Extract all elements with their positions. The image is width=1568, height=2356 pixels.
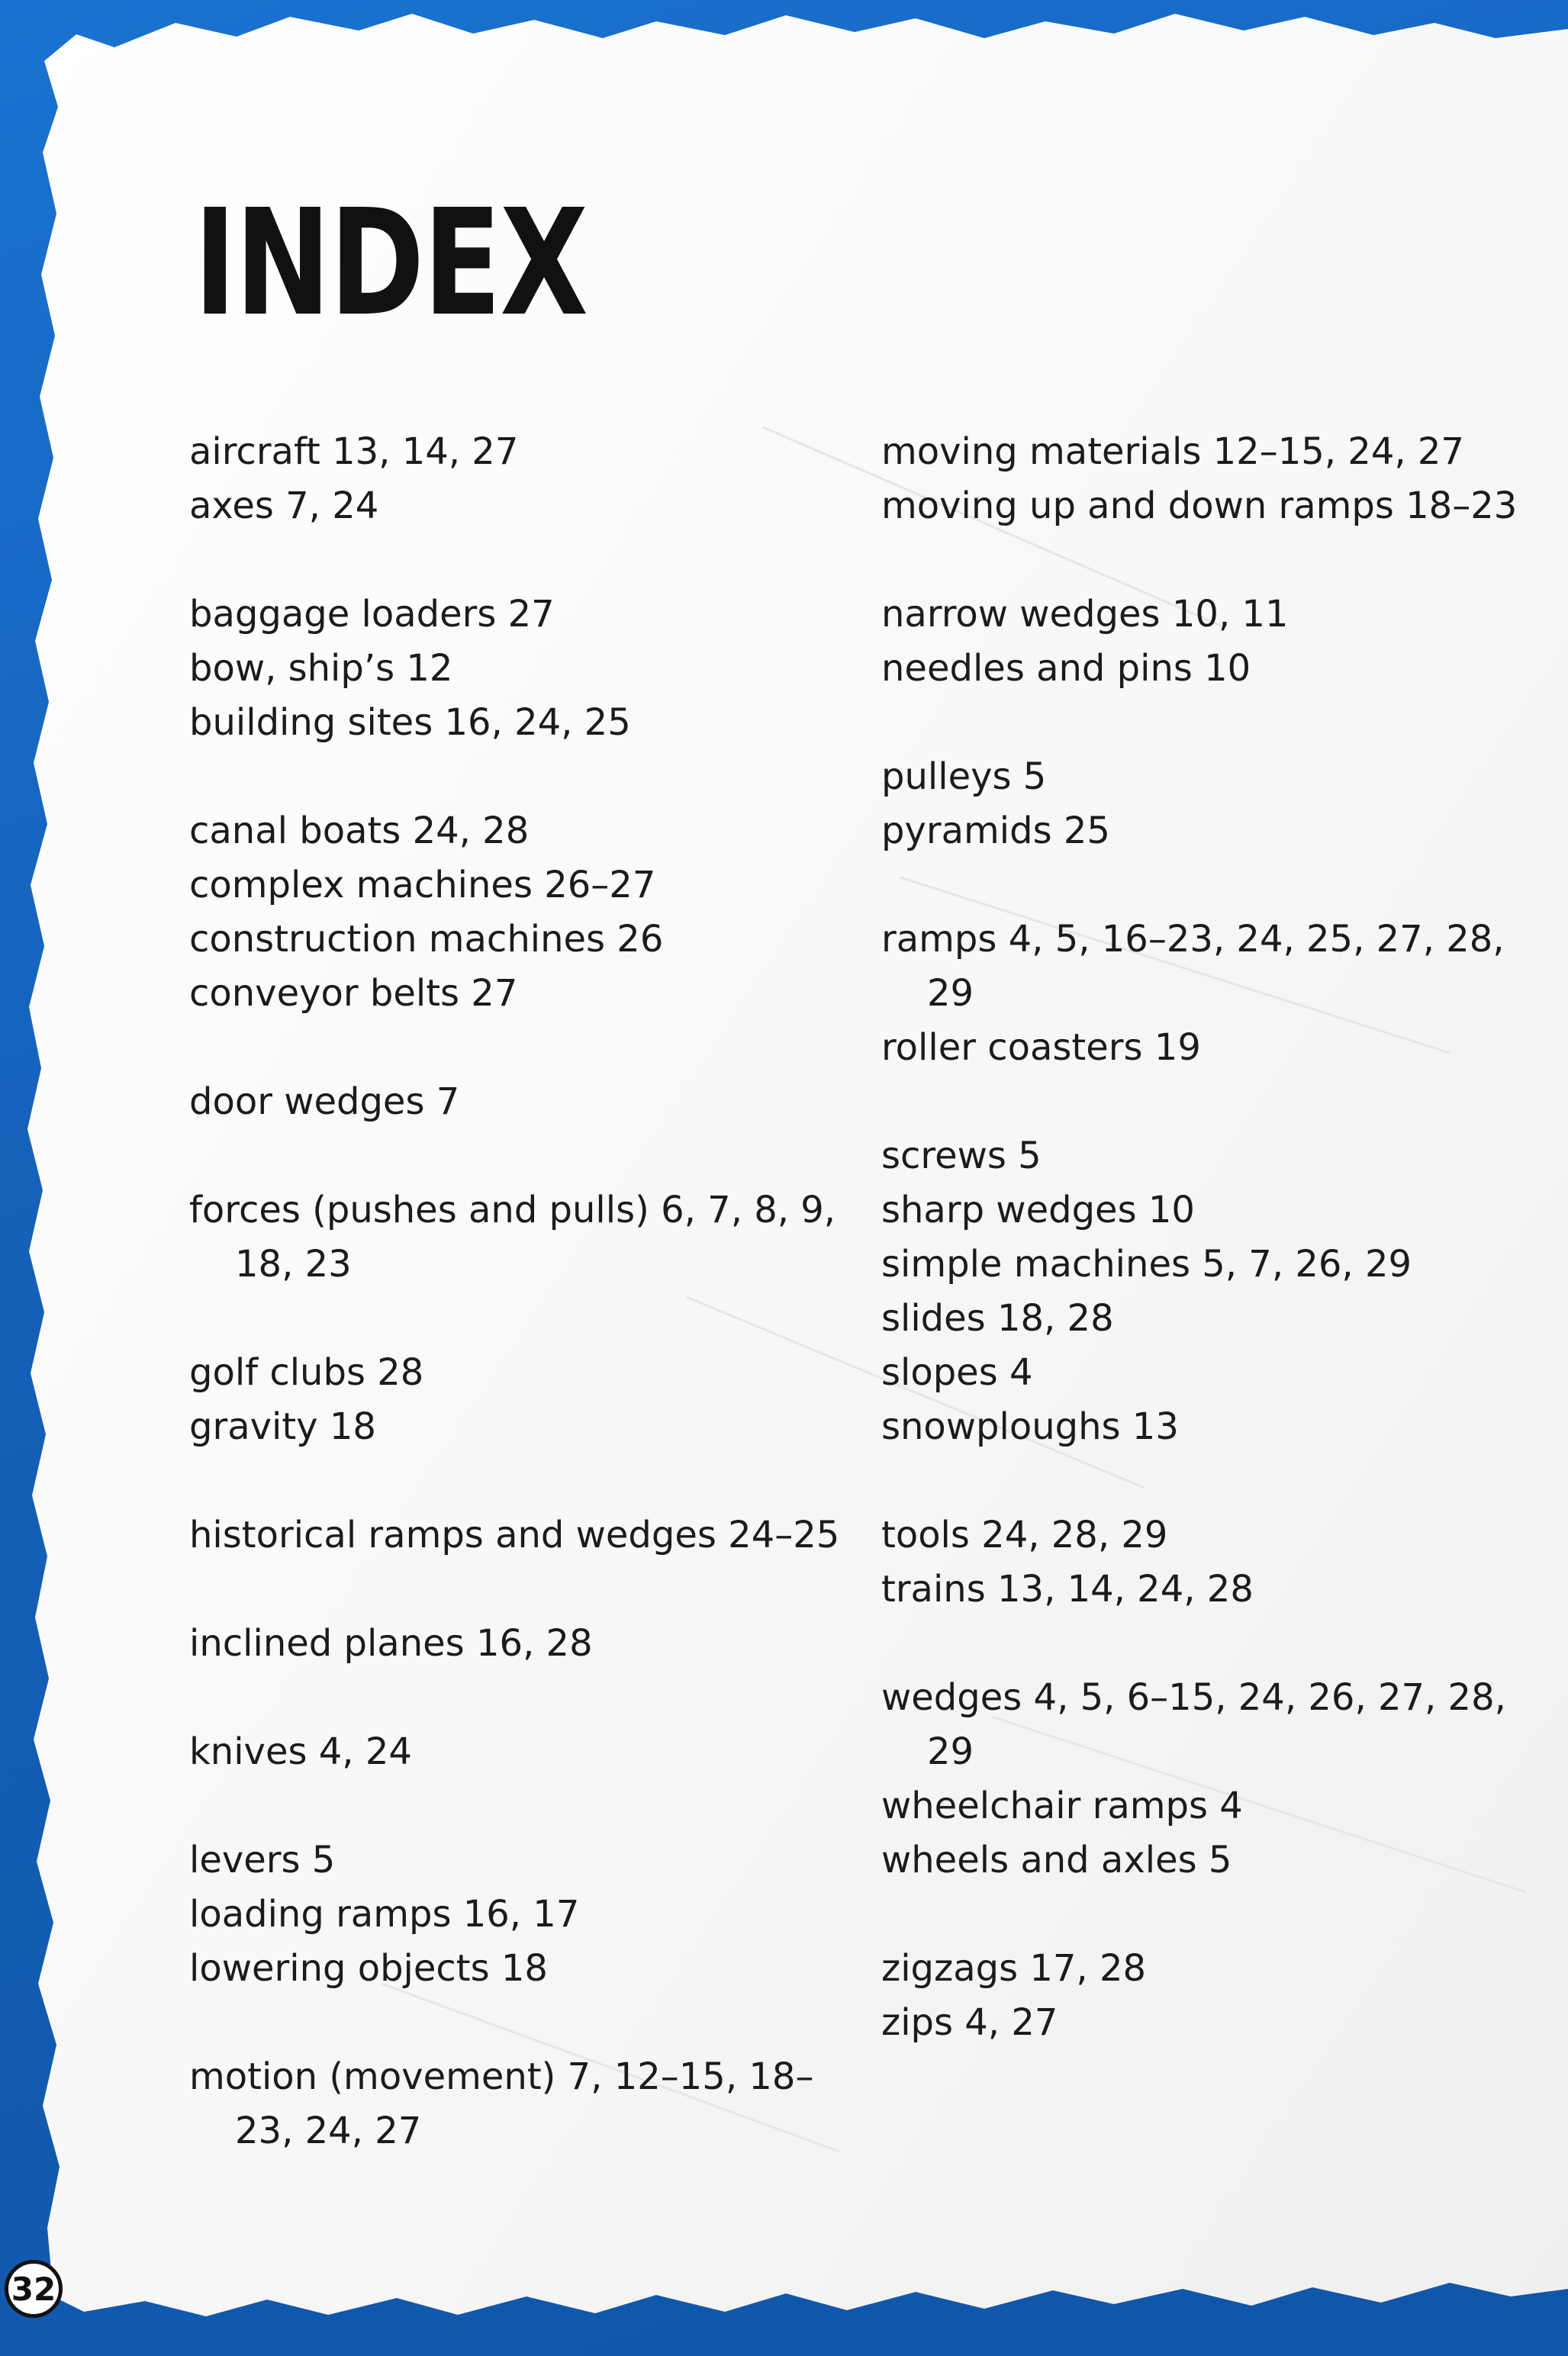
index-entry: pyramids 25: [881, 809, 1110, 852]
index-entry: moving up and down ramps 18–23: [881, 484, 1518, 527]
index-entry: slides 18, 28: [881, 1297, 1114, 1340]
index-entry: sharp wedges 10: [881, 1189, 1195, 1231]
index-entry: simple machines 5, 7, 26, 29: [881, 1243, 1412, 1286]
index-group: [189, 587, 861, 750]
index-column-left: [189, 425, 861, 2213]
index-entry: construction machines 26: [189, 918, 664, 961]
index-entry: canal boats 24, 28: [189, 809, 530, 852]
index-group: [881, 1671, 1537, 1888]
index-entry: golf clubs 28: [189, 1351, 424, 1394]
index-entry: forces (pushes and pulls) 6, 7, 8, 9, 18, 23: [189, 1189, 836, 1286]
index-entry: historical ramps and wedges 24–25: [189, 1514, 840, 1556]
index-group: [189, 1183, 861, 1292]
index-group: [189, 1075, 861, 1129]
index-entry: axes 7, 24: [189, 484, 379, 527]
index-entry: inclined planes 16, 28: [189, 1622, 593, 1665]
index-group: [189, 1833, 861, 1996]
index-entry: bow, ship’s 12: [189, 647, 453, 690]
index-group: [881, 750, 1537, 858]
index-entry: tools 24, 28, 29: [881, 1514, 1168, 1556]
index-group: [881, 912, 1537, 1075]
index-group: [189, 804, 861, 1021]
index-entry: wheelchair ramps 4: [881, 1785, 1243, 1827]
index-group: [189, 1617, 861, 1671]
index-entry: wheels and axles 5: [881, 1839, 1232, 1881]
index-group: [881, 1508, 1537, 1617]
index-entry: knives 4, 24: [189, 1730, 412, 1773]
index-entry: pulleys 5: [881, 755, 1047, 798]
index-entry: building sites 16, 24, 25: [189, 701, 631, 744]
index-entry: trains 13, 14, 24, 28: [881, 1568, 1254, 1611]
index-entry: ramps 4, 5, 16–23, 24, 25, 27, 28, 29: [881, 918, 1505, 1015]
index-entry: complex machines 26–27: [189, 864, 656, 906]
index-entry: wedges 4, 5, 6–15, 24, 26, 27, 28, 29: [881, 1676, 1506, 1773]
index-group: [881, 587, 1537, 696]
index-group: [189, 425, 861, 533]
index-entry: snowploughs 13: [881, 1405, 1179, 1448]
index-entry: lowering objects 18: [189, 1947, 548, 1990]
page-number-badge: 32: [5, 2260, 63, 2318]
index-entry: slopes 4: [881, 1351, 1033, 1394]
page-title: INDEX: [194, 179, 588, 349]
index-column-right: [881, 425, 1537, 2104]
index-entry: levers 5: [189, 1839, 336, 1881]
index-entry: zigzags 17, 28: [881, 1947, 1147, 1990]
index-entry: door wedges 7: [189, 1080, 460, 1123]
index-group: [189, 1346, 861, 1454]
index-entry: gravity 18: [189, 1405, 376, 1448]
index-entry: zips 4, 27: [881, 2001, 1058, 2044]
index-group: [189, 2050, 861, 2158]
index-group: [881, 1942, 1537, 2050]
index-group: [189, 1725, 861, 1779]
index-entry: screws 5: [881, 1135, 1042, 1177]
index-entry: loading ramps 16, 17: [189, 1893, 580, 1936]
index-group: [881, 425, 1537, 533]
index-group: [881, 1129, 1537, 1454]
index-entry: moving materials 12–15, 24, 27: [881, 430, 1464, 473]
index-entry: needles and pins 10: [881, 647, 1251, 690]
index-entry: motion (movement) 7, 12–15, 18–23, 24, 27: [189, 2055, 814, 2152]
index-entry: conveyor belts 27: [189, 972, 518, 1015]
index-entry: narrow wedges 10, 11: [881, 593, 1289, 636]
index-entry: baggage loaders 27: [189, 593, 555, 636]
index-group: [189, 1508, 861, 1563]
index-entry: roller coasters 19: [881, 1026, 1201, 1069]
index-entry: aircraft 13, 14, 27: [189, 430, 519, 473]
